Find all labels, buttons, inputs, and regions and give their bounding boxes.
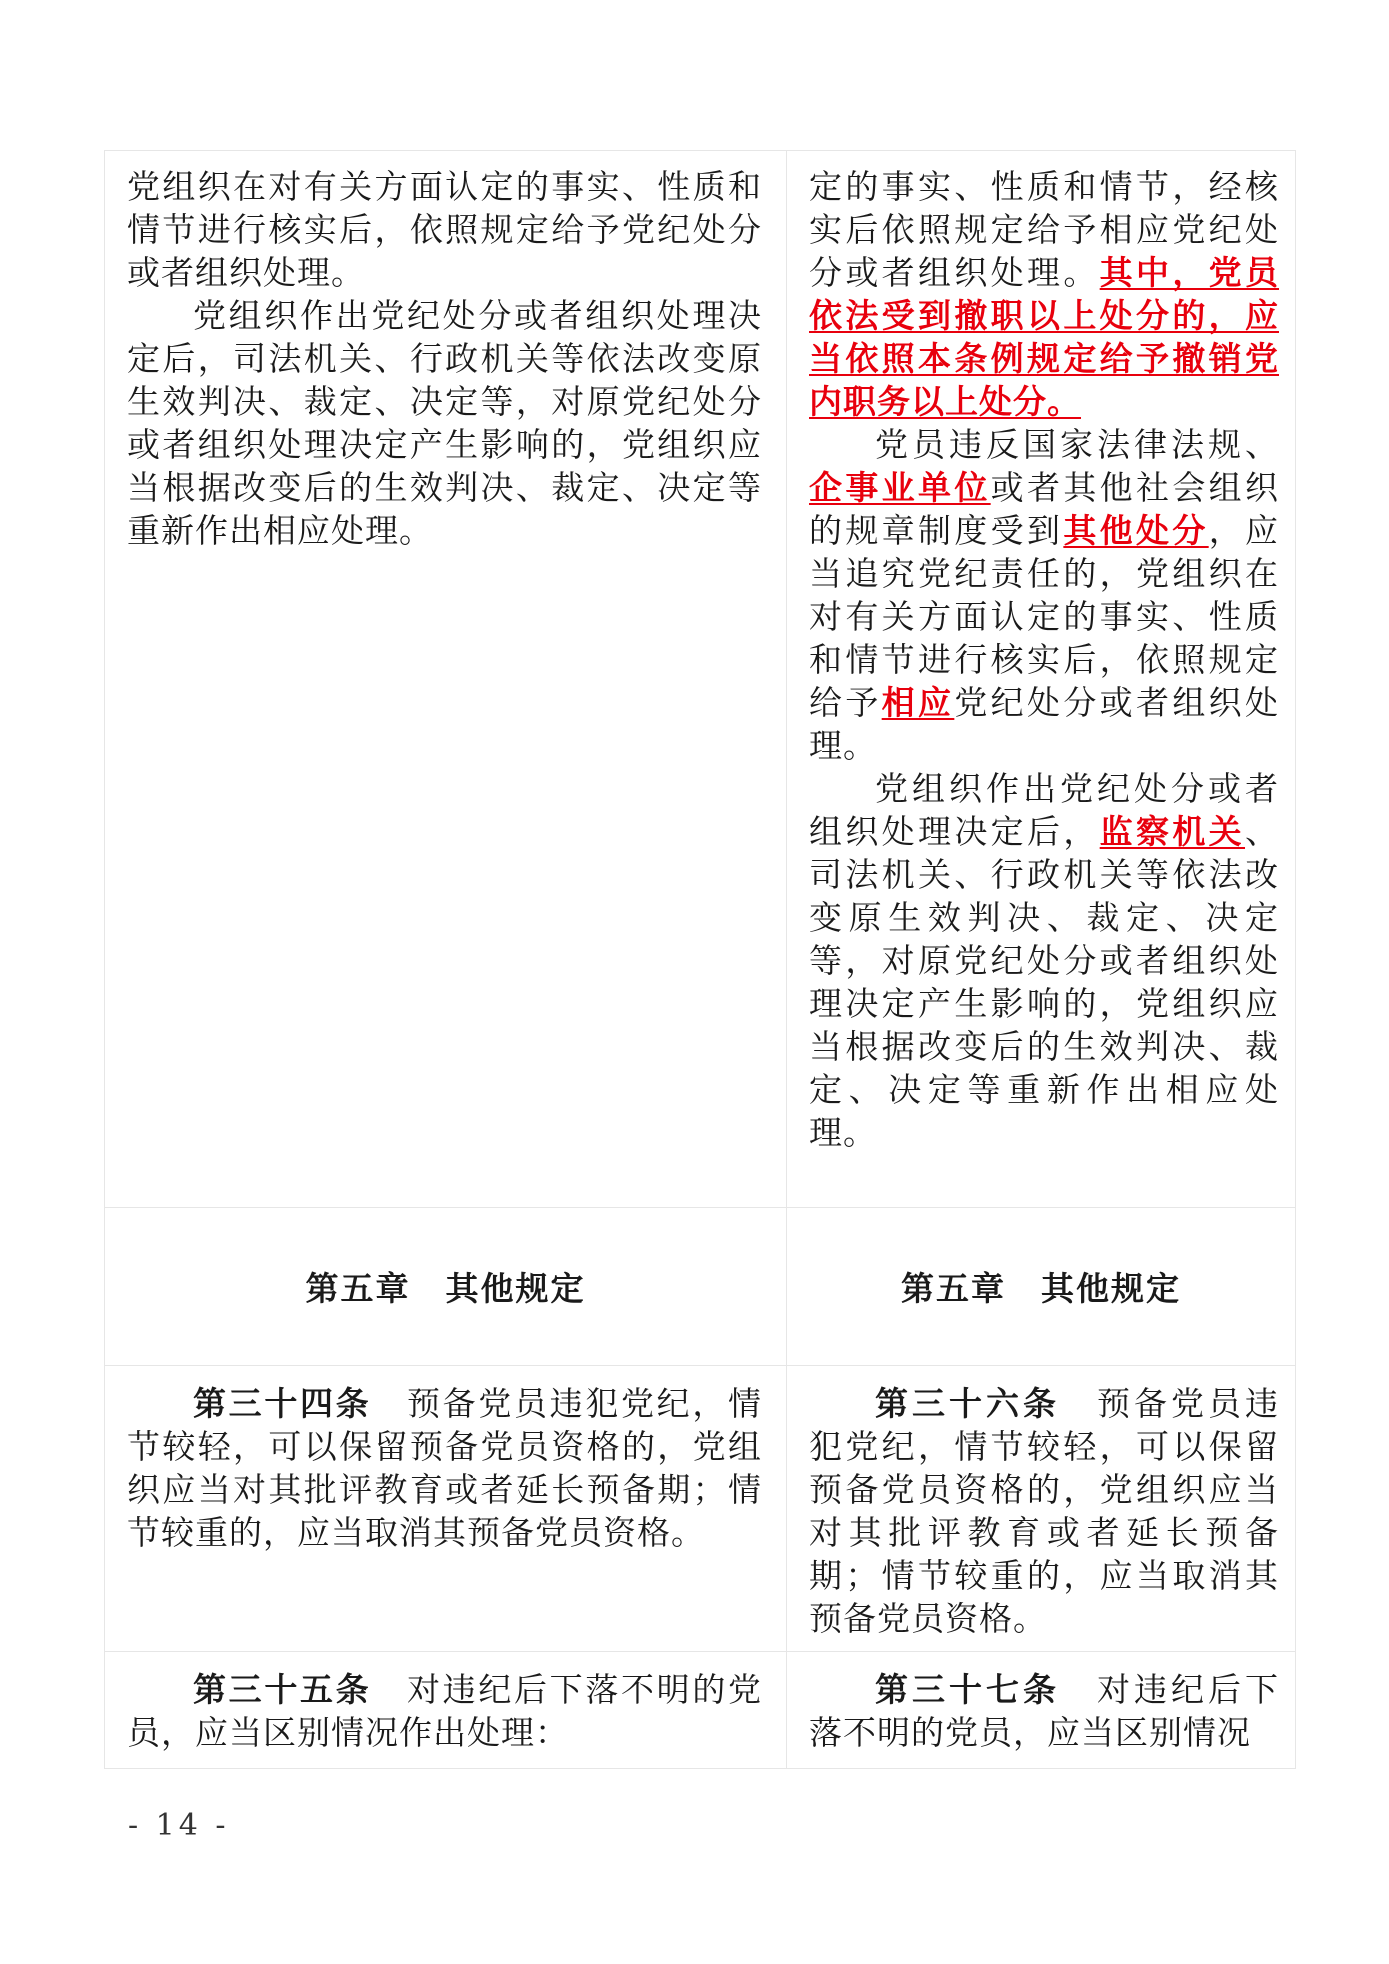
new-text-cell — [787, 1366, 1296, 1652]
old-paragraph: 党组织作出党纪处分或者组织处理决定后，司法机关、行政机关等依法改变原生效判决、裁定、决定等，对原党纪处分或者组织处理决定产生影响的，党组织应当根据改变后的生效判决、裁定、决定等重新作出相应处理。 — [127, 296, 762, 550]
table-row — [105, 1208, 1296, 1366]
old-paragraph: 党组织在对有关方面认定的事实、性质和情节进行核实后，依照规定给予党纪处分或者组织处理。 — [127, 167, 762, 292]
chapter-heading-cell — [787, 1208, 1296, 1366]
article-paragraph — [809, 1382, 1279, 1640]
article-text: 对违纪后下落不明的党员，应当区别情况作出处理： — [127, 1670, 763, 1752]
article-paragraph — [127, 1382, 762, 1554]
text-run: 党纪处分或者组织处理。 — [809, 683, 1280, 765]
page-number: - 14 - — [128, 1808, 230, 1843]
article-number: 第三十五条 — [193, 1670, 372, 1709]
old-text-cell — [105, 1652, 787, 1769]
highlighted-change: 企事业单位 — [809, 468, 991, 507]
text-run: 、司法机关、行政机关等依法改变原生效判决、裁定、决定等，对原党纪处分或者组织处理决定产生影响的，党组织应当根据改变后的生效判决、裁定、决定等重新作出相应处理。 — [809, 812, 1280, 1152]
text-run: 党组织作出党纪处分或者组织处理决定后， — [809, 769, 1279, 851]
new-paragraph — [809, 165, 1279, 423]
highlighted-change: 监察机关 — [1099, 812, 1246, 851]
article-number: 第三十六条 — [875, 1384, 1060, 1423]
highlighted-change: 其他处分 — [1063, 511, 1209, 550]
highlighted-change: 相应 — [881, 683, 955, 722]
comparison-table — [104, 150, 1296, 1769]
article-text: 对违纪后下落不明的党员，应当区别情况 — [809, 1670, 1279, 1752]
text-run: 或者其他社会组织的规章制度受到 — [809, 468, 1280, 550]
old-text-cell — [105, 1366, 787, 1652]
article-paragraph — [127, 1668, 762, 1754]
text-run: ，应当追究党纪责任的，党组织在对有关方面认定的事实、性质和情节进行核实后，依照规定给予 — [809, 511, 1280, 722]
table-row — [105, 1652, 1296, 1769]
article-text: 预备党员违犯党纪，情节较轻，可以保留预备党员资格的，党组织应当对其批评教育或者延长预备期；情节较重的，应当取消其预备党员资格。 — [127, 1384, 763, 1552]
chapter-heading: 第五章 其他规定 — [901, 1269, 1181, 1308]
article-number: 第三十七条 — [875, 1670, 1060, 1709]
article-text: 预备党员违犯党纪，情节较轻，可以保留预备党员资格的，党组织应当对其批评教育或者延长预备期；情节较重的，应当取消其预备党员资格。 — [809, 1384, 1279, 1638]
text-run: 定的事实、性质和情节，经核实后依照规定给予相应党纪处分或者组织处理。 — [809, 167, 1279, 292]
chapter-heading-cell — [105, 1208, 787, 1366]
new-text-cell — [787, 151, 1296, 1208]
old-text-cell — [105, 151, 787, 1208]
new-paragraph — [809, 423, 1279, 767]
article-number: 第三十四条 — [193, 1384, 372, 1423]
new-paragraph — [809, 767, 1279, 1154]
table-row — [105, 151, 1296, 1208]
new-text-cell — [787, 1652, 1296, 1769]
highlighted-change: 其中，党员依法受到撤职以上处分的，应当依照本条例规定给予撤销党内职务以上处分。 — [809, 253, 1280, 421]
table-row — [105, 1366, 1296, 1652]
article-paragraph — [809, 1668, 1279, 1754]
chapter-heading: 第五章 其他规定 — [305, 1269, 586, 1308]
text-run: 党员违反国家法律法规、 — [875, 425, 1279, 464]
